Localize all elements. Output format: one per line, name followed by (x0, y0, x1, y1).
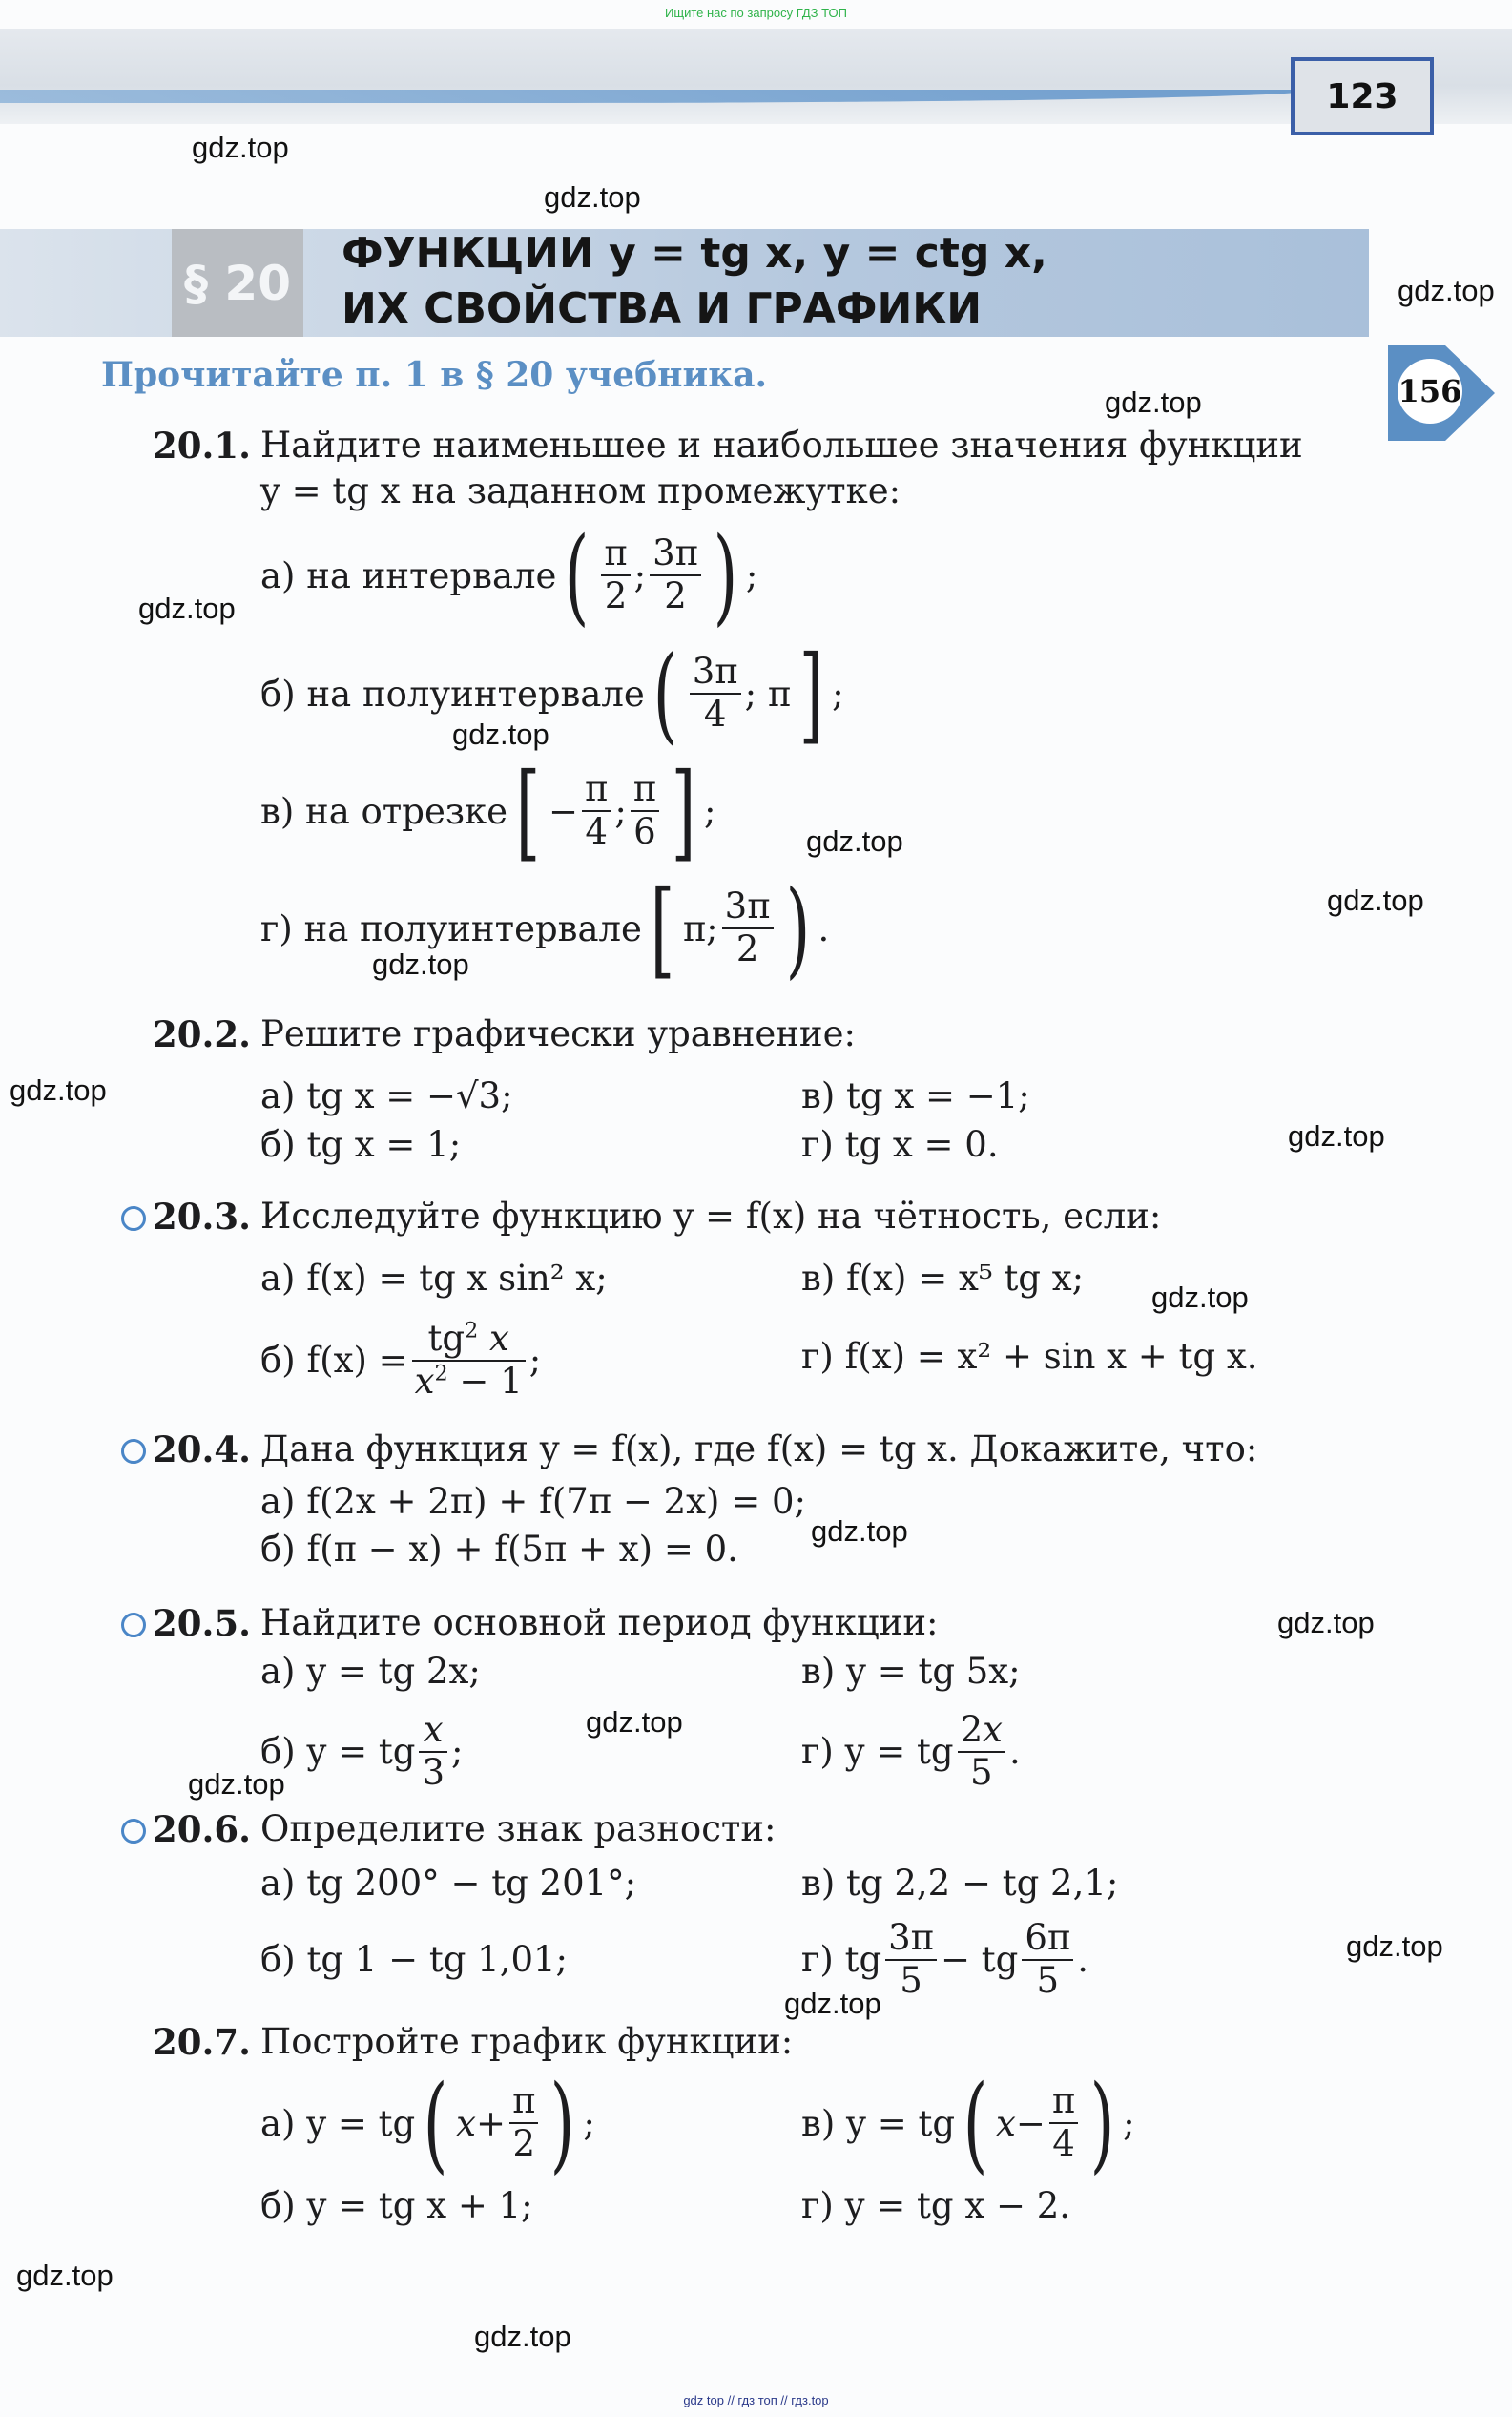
problem-item: а) f(x) = tg x sin² x; (260, 1258, 608, 1299)
problem-number: 20.1. (153, 425, 251, 467)
problem-number: 20.3. (153, 1196, 251, 1238)
watermark: gdz.top (806, 824, 903, 858)
problem-item: б) y = tg x + 1; (260, 2185, 533, 2226)
watermark: gdz.top (1151, 1281, 1249, 1314)
page-number: 123 (1291, 57, 1434, 135)
item-label: г) tg (801, 1939, 882, 1981)
problem-item: г) y = tg $\frac{2x}{5}$ . (801, 1709, 1021, 1793)
problem-item: в) y = tg 5x; (801, 1651, 1021, 1692)
problem-text: Решите графически уравнение: (260, 1013, 856, 1054)
problem-text: Постройте график функции: (260, 2021, 794, 2062)
watermark: gdz.top (784, 1987, 881, 2020)
problem-item: в) f(x) = x⁵ tg x; (801, 1258, 1085, 1299)
watermark: gdz.top (1277, 1606, 1375, 1639)
problem-text: y = tg x на заданном промежутке: (260, 470, 901, 511)
problem-item: в) tg 2,2 − tg 2,1; (801, 1863, 1119, 1904)
problem-item: г) tg $\frac{3\pi}{5}$ − tg $\frac{6\pi}{5}$ . (801, 1917, 1088, 2001)
watermark: gdz.top (16, 2259, 114, 2292)
problem-number: 20.5. (153, 1602, 251, 1644)
problem-number: 20.4. (153, 1428, 251, 1470)
side-ref-number: 156 (1398, 359, 1462, 424)
watermark: gdz.top (452, 718, 549, 751)
watermark: gdz.top (1327, 884, 1424, 917)
section-title-line2: ИХ СВОЙСТВА И ГРАФИКИ (342, 284, 983, 333)
problem-item: б) tg 1 − tg 1,01; (260, 1939, 569, 1980)
problem-item: г) на полуинтервале [ π; $\frac{3\pi}{2}$ ) . (260, 867, 830, 990)
header-band (0, 29, 1512, 124)
problem-item: б) f(π − x) + f(5π + x) = 0. (260, 1529, 738, 1570)
problem-item: а) y = tg ( x + $\frac{\pi}{2}$ ) ; (260, 2062, 595, 2184)
problem-number: 20.2. (153, 1013, 251, 1055)
item-label: б) f(x) = (260, 1340, 408, 1382)
watermark: gdz.top (474, 2320, 571, 2353)
difficulty-circle-icon (121, 1819, 146, 1844)
problem-item: в) y = tg ( x − $\frac{\pi}{4}$ ) ; (801, 2062, 1135, 2184)
section-title-line1: ФУНКЦИИ y = tg x, y = ctg x, (342, 229, 1047, 278)
problem-item: б) tg x = 1; (260, 1124, 462, 1165)
problem-item: в) на отрезке [ − $\frac{\pi}{4}$ ; $\frac{\pi}{6}$ ] ; (260, 750, 716, 872)
problem-item: а) tg 200° − tg 201°; (260, 1863, 637, 1904)
item-label: г) y = tg (801, 1731, 954, 1773)
watermark: gdz.top (1288, 1119, 1385, 1153)
side-ref-arrow (1388, 345, 1498, 441)
watermark: gdz.top (1398, 274, 1495, 307)
problem-text: Определите знак разности: (260, 1808, 777, 1849)
item-label: в) y = tg (801, 2102, 956, 2144)
watermark: gdz.top (811, 1514, 908, 1548)
problem-number: 20.7. (153, 2021, 251, 2063)
watermark: gdz.top (10, 1073, 107, 1107)
watermark: gdz.top (192, 131, 289, 164)
item-label: б) y = tg (260, 1731, 416, 1773)
watermark: gdz.top (1346, 1929, 1443, 1963)
difficulty-circle-icon (121, 1206, 146, 1231)
problem-item: г) f(x) = x² + sin x + tg x. (801, 1336, 1258, 1377)
watermark: gdz.top (586, 1705, 683, 1739)
watermark: gdz.top (372, 948, 469, 981)
watermark: gdz.top (544, 180, 641, 214)
problem-item: а) на интервале ( $\frac{\pi}{2}$ ; $\frac{3\pi}{2}$ ) ; (260, 514, 758, 636)
bottom-caption: gdz top // гдз топ // гдз.top (683, 2393, 829, 2407)
problem-item: а) f(2x + 2π) + f(7π − 2x) = 0; (260, 1481, 807, 1522)
item-label: а) на интервале (260, 554, 557, 596)
problem-item: г) y = tg x − 2. (801, 2185, 1071, 2226)
watermark: gdz.top (188, 1767, 285, 1801)
problem-item: а) y = tg 2x; (260, 1651, 481, 1692)
top-caption: Ищите нас по запросу ГДЗ ТОП (665, 6, 847, 20)
watermark: gdz.top (138, 592, 236, 625)
problem-text: Исследуйте функцию y = f(x) на чётность, если: (260, 1196, 1162, 1237)
watermark: gdz.top (1105, 385, 1202, 419)
problem-text: Дана функция y = f(x), где f(x) = tg x. Докажите, что: (260, 1428, 1258, 1469)
read-instruction: Прочитайте п. 1 в § 20 учебника. (101, 355, 768, 395)
problem-item: б) f(x) = $\frac{tg^2 x}{x^2 - 1}$ ; (260, 1318, 542, 1402)
item-label: б) на полуинтервале (260, 673, 645, 715)
problem-item: а) tg x = −√3; (260, 1075, 513, 1116)
problem-item: в) tg x = −1; (801, 1075, 1030, 1116)
problem-item: б) на полуинтервале ( $\frac{3\pi}{4}$ ; π ] ; (260, 633, 844, 755)
problem-item: б) y = tg $\frac{x}{3}$ ; (260, 1709, 464, 1793)
section-number: § 20 (172, 229, 303, 337)
problem-item: г) tg x = 0. (801, 1124, 999, 1165)
item-label: г) на полуинтервале (260, 907, 642, 949)
section-title (342, 226, 1047, 337)
difficulty-circle-icon (121, 1613, 146, 1637)
problem-number: 20.6. (153, 1808, 251, 1850)
difficulty-circle-icon (121, 1439, 146, 1464)
item-label: в) на отрезке (260, 790, 508, 832)
problem-text: Найдите наименьшее и наибольшее значения функции (260, 425, 1303, 466)
item-label: а) y = tg (260, 2102, 416, 2144)
problem-text: Найдите основной период функции: (260, 1602, 939, 1643)
